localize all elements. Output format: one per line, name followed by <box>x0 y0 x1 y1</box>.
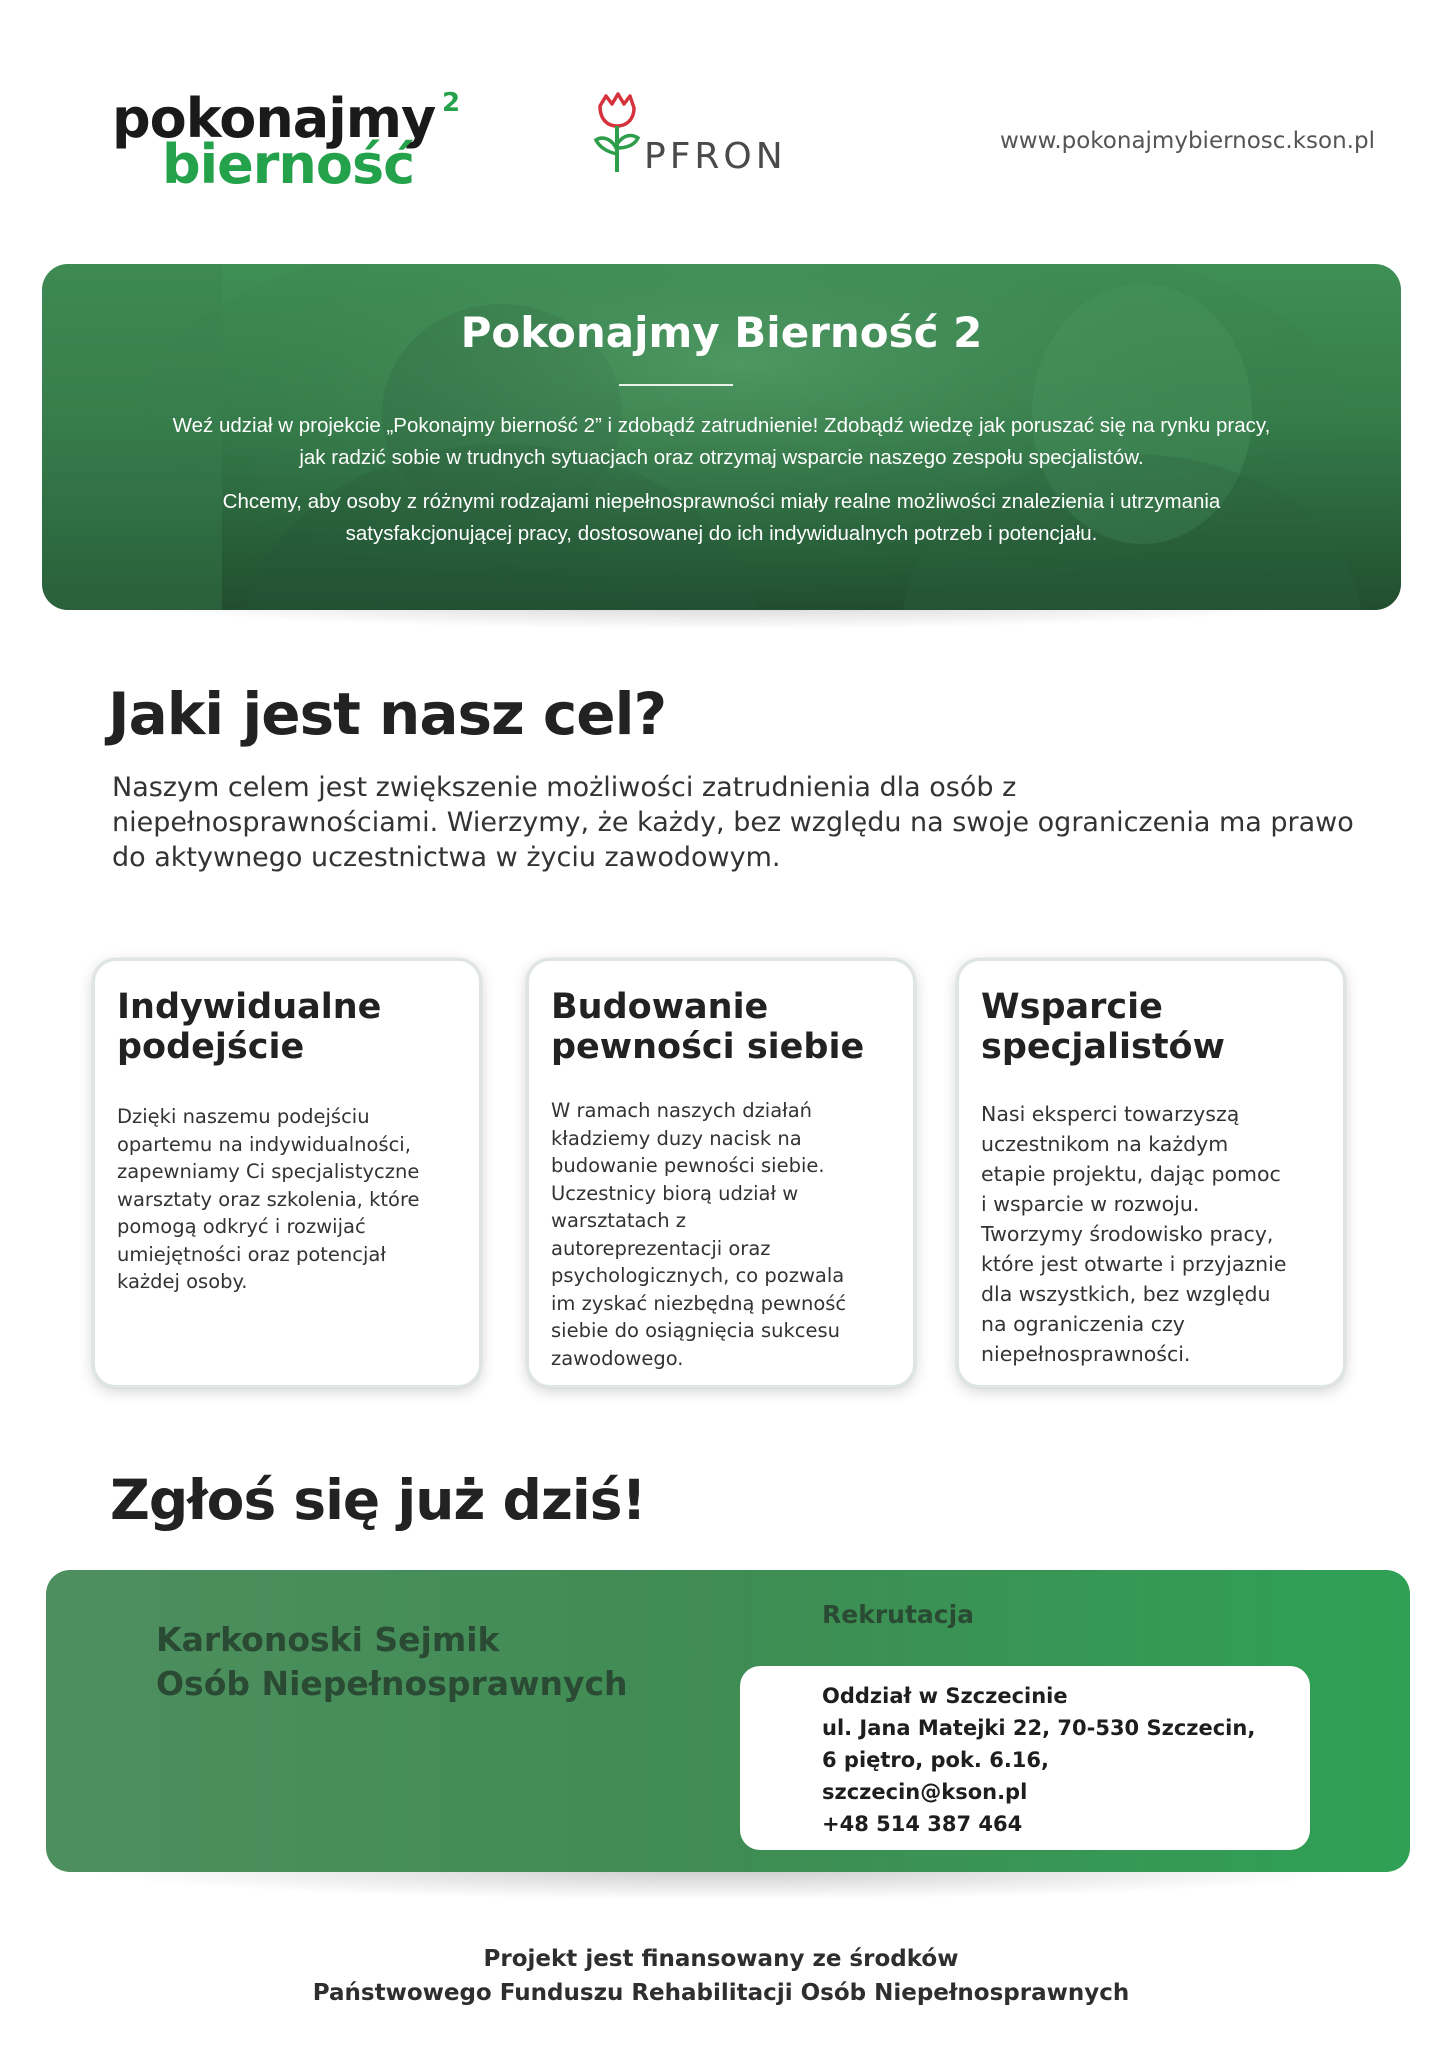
pfron-logo-text: PFRON <box>644 136 787 177</box>
funding-note-line-2: Państwowego Funduszu Rehabilitacji Osób Niepełnosprawnych <box>312 1980 1130 2006</box>
address-box <box>740 1666 1310 1850</box>
hero-paragraph-2-line-1: Chcemy, aby osoby z różnymi rodzajami niepełnosprawności miały realne możliwości znalezienia i utrzymania <box>222 490 1221 513</box>
card-body-line: każdej osoby. <box>117 1270 248 1293</box>
card-body-line: budowanie pewności siebie. <box>551 1154 825 1177</box>
logo-superscript: 2 <box>442 88 461 118</box>
cta-heading: Zgłoś się już dziś! <box>110 1468 646 1532</box>
card-body-line: uczestnikom na każdym <box>981 1132 1229 1156</box>
pfron-logo <box>592 88 792 178</box>
goal-line-2: niepełnosprawnościami. Wierzymy, że każdy, bez względu na swoje ograniczenia ma prawo <box>112 807 1354 838</box>
card-body <box>117 1103 467 1296</box>
card-title <box>551 987 901 1067</box>
card-body-line: W ramach naszych działań <box>551 1099 813 1122</box>
funding-note-line-1: Projekt jest finansowany ze środków <box>483 1946 959 1972</box>
card-body-line: pomogą odkryć i rozwijać <box>117 1215 366 1238</box>
card-title-line-2: podejście <box>117 1027 305 1067</box>
card-body-line: etapie projektu, dając pomoc <box>981 1162 1281 1186</box>
organization-name <box>156 1618 628 1706</box>
card-title-line-1: Wsparcie <box>981 987 1163 1027</box>
card-body-line: Tworzymy środowisko pracy, <box>981 1222 1274 1246</box>
card-body-line: i wsparcie w rozwoju. <box>981 1192 1200 1216</box>
card-title-line-2: pewności siebie <box>551 1027 865 1067</box>
card-body-line: dla wszystkich, bez względu <box>981 1282 1271 1306</box>
contact-panel <box>46 1570 1410 1872</box>
card-body-line: zapewniamy Ci specjalistyczne <box>117 1160 420 1183</box>
hero-paragraph-1-line-2: jak radzić sobie w trudnych sytuacjach oraz otrzymaj wsparcie naszego zespołu specjalistów. <box>299 446 1144 469</box>
logo-line-2: bierność <box>162 133 415 196</box>
card-body <box>551 1097 901 1372</box>
card-body-line: warsztatach z <box>551 1209 687 1232</box>
card-title <box>981 987 1331 1067</box>
feature-card-specialists <box>956 958 1346 1388</box>
hero-banner <box>42 264 1401 610</box>
card-body-line: im zyskać niezbędną pewność <box>551 1291 847 1315</box>
card-body-line: na ograniczenia czy <box>981 1312 1185 1336</box>
tulip-icon <box>592 88 642 178</box>
card-body-line: które jest otwarte i przyjaznie <box>981 1252 1287 1276</box>
card-body-line: Uczestnicy biorą udział w <box>551 1181 799 1205</box>
card-body-line: Dzięki naszemu podejściu <box>117 1105 370 1128</box>
goal-line-3: do aktywnego uczestnictwa w życiu zawodowym. <box>112 842 781 873</box>
card-body-line: niepełnosprawności. <box>981 1342 1191 1366</box>
card-body-line: zawodowego. <box>551 1346 684 1370</box>
organization-name-line-2: Osób Niepełnosprawnych <box>156 1664 628 1703</box>
card-body-line: siebie do osiągnięcia sukcesu <box>551 1319 841 1342</box>
card-body-line: warsztaty oraz szkolenia, które <box>117 1187 420 1211</box>
goal-heading: Jaki jest nasz cel? <box>108 680 667 748</box>
card-title <box>117 987 467 1067</box>
hero-divider <box>619 384 733 386</box>
logo-line-1: pokonajmy <box>112 87 436 150</box>
hero-paragraph-1 <box>82 410 1361 474</box>
feature-card-confidence <box>526 958 916 1388</box>
organization-name-line-1: Karkonoski Sejmik <box>156 1620 500 1659</box>
phone-number[interactable]: +48 514 387 464 <box>822 1812 1023 1836</box>
recruitment-label: Rekrutacja <box>822 1600 975 1629</box>
card-title-line-1: Indywidualne <box>117 987 382 1027</box>
floor-room: 6 piętro, pok. 6.16, <box>822 1748 1050 1772</box>
hero-title: Pokonajmy Bierność 2 <box>460 308 983 357</box>
card-title-line-2: specjalistów <box>981 1027 1225 1067</box>
hero-paragraph-2 <box>82 486 1361 550</box>
card-title-line-1: Budowanie <box>551 987 769 1027</box>
branch-name: Oddział w Szczecinie <box>822 1684 1068 1708</box>
feature-card-individual <box>92 958 482 1388</box>
hero-paragraph-1-line-1: Weź udział w projekcie „Pokonajmy bierność 2” i zdobądź zatrudnienie! Zdobądź wiedzę jak poruszać się na rynku pracy, <box>172 414 1271 437</box>
card-body <box>981 1099 1331 1369</box>
hero-paragraph-2-line-2: satysfakcjonującej pracy, dostosowanej do ich indywidualnych potrzeb i potencjału. <box>345 522 1098 545</box>
street-address: ul. Jana Matejki 22, 70-530 Szczecin, <box>822 1716 1256 1740</box>
card-body-line: umiejętności oraz potencjał <box>117 1242 386 1266</box>
card-body-line: psychologicznych, co pozwala <box>551 1264 845 1287</box>
goal-paragraph <box>112 770 1402 875</box>
card-body-line: Nasi eksperci towarzyszą <box>981 1102 1240 1126</box>
card-body-line: kładziemy duzy nacisk na <box>551 1126 802 1150</box>
card-body-line: autoreprezentacji oraz <box>551 1236 771 1260</box>
card-body-line: opartemu na indywidualności, <box>117 1132 411 1156</box>
email-link[interactable]: szczecin@kson.pl <box>822 1780 1028 1804</box>
goal-line-1: Naszym celem jest zwiększenie możliwości zatrudnienia dla osób z <box>112 772 1017 803</box>
website-link[interactable]: www.pokonajmybiernosc.kson.pl <box>1000 128 1375 154</box>
project-logo <box>112 87 472 202</box>
